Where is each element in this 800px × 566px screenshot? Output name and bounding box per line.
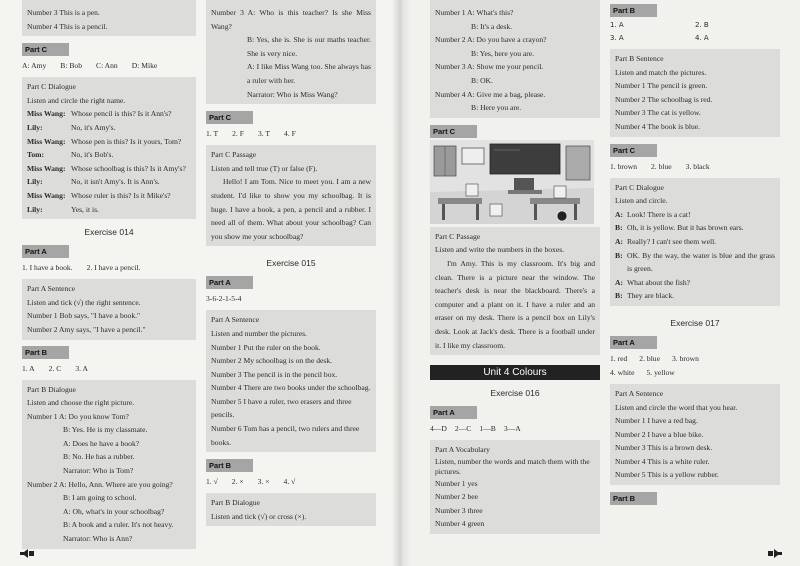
box-title: Part C Dialogue <box>615 182 664 192</box>
box-instruction: Listen and circle. <box>615 196 668 206</box>
part-b-heading: Part B <box>610 492 657 505</box>
part-b-answers: 1. A 2. B 3. A 4. A <box>610 21 709 42</box>
part-c-heading: Part C <box>206 111 253 124</box>
part-c-answers: 1. T 2. F 3. T 4. F <box>206 129 296 139</box>
box-title: Part C Passage <box>211 150 257 160</box>
col2-top-box: Number 3 A: Who is this teacher? Is she Miss Wang? B: Yes, she is. She is our maths teacher. She is very nice. A: I like Miss Wang too. She always has a ruler with her. Narrator: Who is Miss Wang? <box>206 0 376 104</box>
part-c-heading: Part C <box>22 43 69 56</box>
passage-text: I'm Amy. This is my classroom. It's big and clean. There is a picture near the window. The teacher's desk is near the blackboard. There's a computer and a plant on it. I have a ruler and an eraser on my desk. There is a pencil box on Lily's desk. Look at Jack's desk. There is a football under it. I like my classroom. <box>435 258 595 350</box>
part-b-dialogue-box <box>206 493 376 526</box>
part-c-answers: A: Amy B: Bob C: Ann D: Mike <box>22 61 158 71</box>
box-instruction: Listen and circle the word that you hear. <box>615 402 738 412</box>
box-title: Part C Dialogue <box>27 82 76 92</box>
part-a-sentence-box: Part A Sentence Listen and tick (√) the right sentence. Number 1 Bob says, "I have a book." Number 2 Amy says, "I have a pencil." <box>22 279 196 339</box>
book-gutter <box>392 0 410 566</box>
exercise-title: Exercise 017 <box>670 317 720 328</box>
box-title: Part B Dialogue <box>211 498 260 508</box>
box-title: Part A Vocabulary <box>435 445 490 455</box>
part-c-passage-box <box>430 227 600 355</box>
exercise-title: Exercise 016 <box>490 388 540 399</box>
box-title: Part C Passage <box>435 231 481 241</box>
part-a-heading: Part A <box>22 245 69 258</box>
column-4 <box>610 0 780 512</box>
box-instruction: Listen and tell true (T) or false (F). <box>211 163 318 173</box>
part-b-sentence-box: Part B Sentence Listen and match the pictures. Number 1 The pencil is green. Number 2 The schoolbag is red. Number 3 The cat is yellow. Number 4 The book is blue. <box>610 49 780 137</box>
col1-top-box <box>22 0 196 36</box>
part-b-heading: Part B <box>22 346 69 359</box>
passage-text: Hello! I am Tom. Nice to meet you. I am a new student. I'd like to show you my schoolbag. It is huge. I have a book, a pen, a pencil and a rubber. I need all of them. What about your schoolbag? Can you show me your schoolbag? <box>211 177 371 241</box>
part-a-answers: 4—D 2—C 1—B 3—A <box>430 424 521 434</box>
part-b-heading: Part B <box>206 459 253 472</box>
text-line: Number 3 This is a pen. <box>27 8 100 17</box>
part-c-heading: Part C <box>430 125 477 138</box>
column-2 <box>206 0 376 526</box>
part-a-heading: Part A <box>610 336 657 349</box>
part-a-answers: 1. red 2. blue 3. brown 4. white 5. yellow <box>610 353 699 377</box>
exercise-title: Exercise 014 <box>84 227 134 238</box>
box-instruction: Listen and tick (√) the right sentence. <box>27 297 141 307</box>
part-a-sentence-box: Part A Sentence Listen and number the pictures. Number 1 Put the ruler on the book. Number 2 My schoolbag is on the desk. Number 3 The pencil is in the pencil box. Number 4 There are two books under the schoolbag. Number 5 I have a ruler, two erasers and three pencils. Number 6 Tom has a pencil, two rulers and three books. <box>206 310 376 452</box>
unit-title-bar: Unit 4 Colours <box>430 365 600 380</box>
part-a-heading: Part A <box>430 406 477 419</box>
box-instruction: Listen and choose the right picture. <box>27 398 135 408</box>
box-instruction: Listen and write the numbers in the boxes. <box>435 245 565 255</box>
col3-top-box: Number 1 A: What's this? B: It's a desk. Number 2 A: Do you have a crayon? B: Yes, here you are. Number 3 A: Show me your pencil. B: OK. Number 4 A: Give me a bag, please. B: Here you are. <box>430 0 600 118</box>
box-instruction: Listen and circle the right name. <box>27 95 126 105</box>
part-b-answers: 1. √ 2. × 3. × 4. √ <box>206 477 296 487</box>
classroom-illustration <box>430 140 594 224</box>
box-title: Part A Sentence <box>211 315 260 325</box>
box-title: Part B Sentence <box>615 54 664 63</box>
text-line: Number 4 This is a pencil. <box>27 21 108 31</box>
part-a-sentence-box: Part A Sentence Listen and circle the word that you hear. Number 1 I have a red bag. Number 2 I have a blue bike. Number 3 This is a brown desk. Number 4 This is a white ruler. Number 5 This is a yellow rubber. <box>610 384 780 485</box>
part-a-vocabulary-box: Part A Vocabulary Listen, number the words and match them with the pictures. Number 1 yes Number 2 bee Number 3 three Number 4 green <box>430 440 600 534</box>
box-instruction: Listen and number the pictures. <box>211 328 307 338</box>
part-a-answers: 1. I have a book. 2. I have a pencil. <box>22 263 141 273</box>
box-instruction: Listen and match the pictures. <box>615 67 707 77</box>
part-b-dialogue-box: Part B Dialogue Listen and choose the right picture. Number 1 A: Do you know Tom? B: Yes. He is my classmate. A: Does he have a book? B: No. He has a rubber. Narrator: Who is Tom? Number 2 A: Hello, Ann. Where are you going? B: I am going to school. A: Oh, what's in your schoolbag? B: A book and a ruler. It's not heavy. Narrator: Who is Ann? <box>22 380 196 549</box>
column-3 <box>430 0 600 534</box>
exercise-title: Exercise 015 <box>266 258 316 269</box>
box-title: Part A Sentence <box>27 284 76 294</box>
part-c-dialogue-box: Part C Dialogue Listen and circle the right name. Miss Wang: Whose pencil is this? Is it Ann's? Lily: No, it's Amy's. Miss Wang: Whose pen is this? Is it yours, Tom? Tom: No, it's Bob's. Miss Wang: Whose schoolbag is this? Is it Amy's? Lily: No, it isn't Amy's. It is Ann's. Miss Wang: Whose ruler is this? Is it Mike's? Lily: Yes, it is. <box>22 77 196 219</box>
speaker-icon-right <box>768 549 782 558</box>
box-title: Part B Dialogue <box>27 384 76 394</box>
speaker-icon-left <box>20 549 34 558</box>
part-a-answers: 3-6-2-1-5-4 <box>206 294 242 304</box>
part-c-passage-box <box>206 145 376 246</box>
part-c-answers: 1. brown 2. blue 3. black <box>610 161 710 171</box>
box-instruction: Listen and tick (√) or cross (×). <box>211 511 307 521</box>
part-a-heading: Part A <box>206 276 253 289</box>
part-c-heading: Part C <box>610 144 657 157</box>
part-c-dialogue-box: Part C Dialogue Listen and circle. A: Look! There is a cat! B: Oh, it is yellow. But it has brown ears. A: Really? I can't see them well. B: OK. By the way, the water is blue and the grass is green. A: What about the fish? B: They are black. <box>610 178 780 306</box>
part-b-answers: 1. A 2. C 3. A <box>22 363 89 373</box>
column-1 <box>22 0 196 549</box>
box-instruction: Listen, number the words and match them with the pictures. <box>435 456 590 476</box>
part-b-heading: Part B <box>610 4 657 17</box>
box-title: Part A Sentence <box>615 388 664 398</box>
